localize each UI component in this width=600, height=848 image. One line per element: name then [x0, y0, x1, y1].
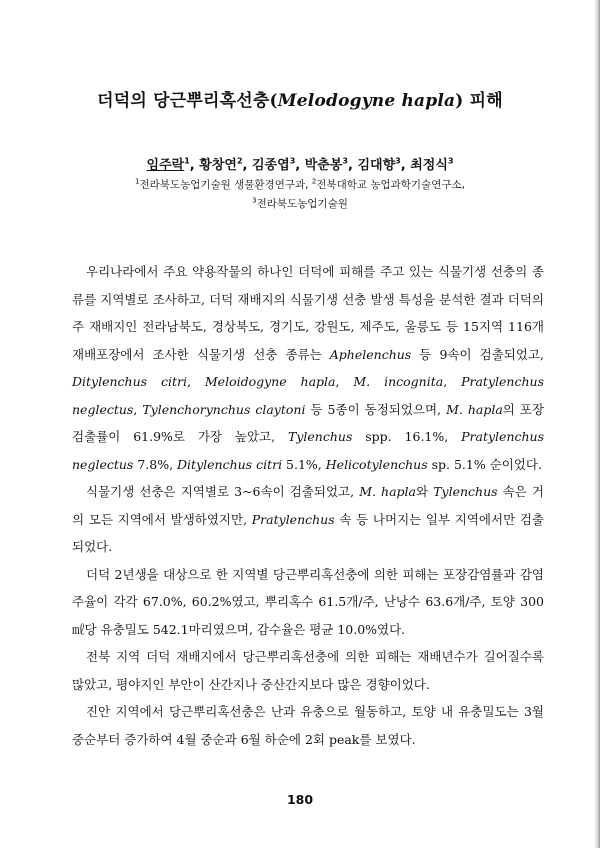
- author-separator: ,: [348, 158, 358, 173]
- scientific-name: Pratylenchus neglectus: [72, 374, 544, 417]
- affiliation-mark: 2: [311, 177, 317, 186]
- author-separator: ,: [189, 158, 200, 173]
- scan-edge-shadow: [594, 0, 600, 848]
- author-name: 임주락: [146, 158, 185, 173]
- author-affiliation-mark: 3: [289, 156, 296, 166]
- text-run: 속은 거의 모든 지역에서 발생하였지만,: [72, 484, 544, 527]
- author-name: 황창연: [199, 158, 237, 173]
- scientific-name: Helicotylenchus: [325, 456, 428, 472]
- affiliation-line-2: [0, 196, 600, 211]
- scientific-name: Tylenchus: [433, 484, 498, 499]
- author-affiliation-mark: 3: [342, 156, 348, 166]
- paragraph-survey: [72, 258, 544, 478]
- paragraph-jinan: 진안 지역에서 당근뿌리혹선충은 난과 유충으로 월동하고, 토양 내 유충밀도는 3월 중순부터 증가하여 4월 중순과 6월 하순에 2회 peak를 보였다.: [72, 704, 544, 747]
- scientific-name: Meloidogyne hapla: [204, 374, 336, 389]
- abstract-body: [72, 258, 544, 753]
- scientific-name: Aphelenchus: [329, 346, 412, 362]
- affiliation-mark: 3: [252, 196, 257, 205]
- page-number: 180: [286, 792, 314, 807]
- affiliation-mark: 1: [135, 177, 140, 186]
- text-run: 우리나라에서 주요 약용작물의 하나인 더덕에 피해를 주고 있는 식물기생 선충의 종류를 지역별로 조사하고, 더덕 재배지의 식물기생 선충 발생 특성을 분석한 결과 더덕의 주 재배지인 전라남북도, 경상북도, 경기도, 강원도, 제주도, 울릉도 등 15지역 116개 재배포장에서 조사한 식물기생 선충 종류는: [72, 264, 544, 362]
- paragraph-regional: [72, 478, 544, 561]
- text-run: 등 9속이 검출되었고,: [411, 346, 544, 362]
- paper-title: [0, 86, 600, 111]
- text-run: ,: [133, 401, 143, 417]
- paragraph-damage: 더덕 2년생을 대상으로 한 지역별 당근뿌리혹선충에 의한 피해는 포장감염률과 감염주율이 각각 67.0%, 60.2%였고, 뿌리혹수 61.5개/주, 난낭수 63.6개/주, 토양 300㎖당 유충밀도 542.1마리였으며, 감수율은 평균 10.0%였다.: [72, 566, 544, 637]
- author-name: 김대향: [357, 158, 396, 173]
- author-affiliation-mark: 2: [236, 156, 243, 166]
- text-run: ,: [443, 374, 462, 389]
- text-run: ,: [335, 374, 354, 389]
- affiliation-3: 전라북도농업기술원: [256, 198, 348, 210]
- affiliation-2: 전북대학교 농업과학기술연구소,: [316, 179, 465, 191]
- scientific-name: M. hapla: [359, 484, 417, 499]
- text-run: 의 포장검출률이 61.9%로 가장 높았고,: [72, 401, 545, 444]
- scientific-name: Ditylenchus citri: [72, 374, 187, 389]
- author-separator: ,: [295, 158, 305, 173]
- title-prefix: 더덕의 당근뿌리혹선충(: [97, 91, 278, 111]
- text-run: spp. 16.1%,: [352, 429, 462, 444]
- text-run: ,: [186, 374, 205, 389]
- text-run: sp. 5.1% 순이었다.: [427, 456, 542, 472]
- author-name: 최정식: [410, 158, 448, 173]
- author-name: 박춘봉: [304, 158, 343, 173]
- affiliation-line-1: [0, 177, 600, 192]
- text-run: 와: [416, 484, 434, 499]
- author-affiliation-mark: 1: [184, 156, 190, 166]
- author-affiliation-mark: 3: [395, 156, 401, 166]
- title-species: Melodogyne hapla: [277, 91, 456, 111]
- text-run: 등 5종이 동정되었으며,: [305, 401, 447, 417]
- author-affiliation-mark: 3: [447, 156, 454, 166]
- scientific-name: Pratylenchus neglectus: [72, 429, 545, 472]
- affiliation-1: 전라북도농업기술원 생물환경연구과,: [139, 179, 312, 191]
- author-name: 김종엽: [252, 158, 290, 173]
- author-separator: ,: [242, 158, 252, 173]
- title-suffix: ) 피해: [455, 91, 503, 111]
- author-separator: ,: [400, 158, 411, 173]
- scientific-name: Ditylenchus citri: [177, 456, 283, 472]
- author-list: [0, 154, 600, 173]
- scientific-name: M. hapla: [446, 401, 503, 417]
- scientific-name: Tylenchus: [288, 429, 353, 444]
- scientific-name: Tylenchorynchus claytoni: [142, 401, 306, 417]
- paragraph-jeonbuk: 전북 지역 더덕 재배지에서 당근뿌리혹선충에 의한 피해는 재배년수가 길어질수록 많았고, 평야지인 부안이 산간지나 중산간지보다 많은 경향이었다.: [72, 649, 544, 692]
- text-run: 7.8%,: [133, 456, 178, 472]
- text-run: 식물기생 선충은 지역별로 3~6속이 검출되었고,: [86, 484, 360, 499]
- scientific-name: Pratylenchus: [251, 511, 335, 527]
- scientific-name: M. incognita: [353, 374, 444, 389]
- text-run: 5.1%,: [282, 456, 326, 472]
- text-run: 속 등 나머지는 일부 지역에서만 검출되었다.: [72, 511, 545, 554]
